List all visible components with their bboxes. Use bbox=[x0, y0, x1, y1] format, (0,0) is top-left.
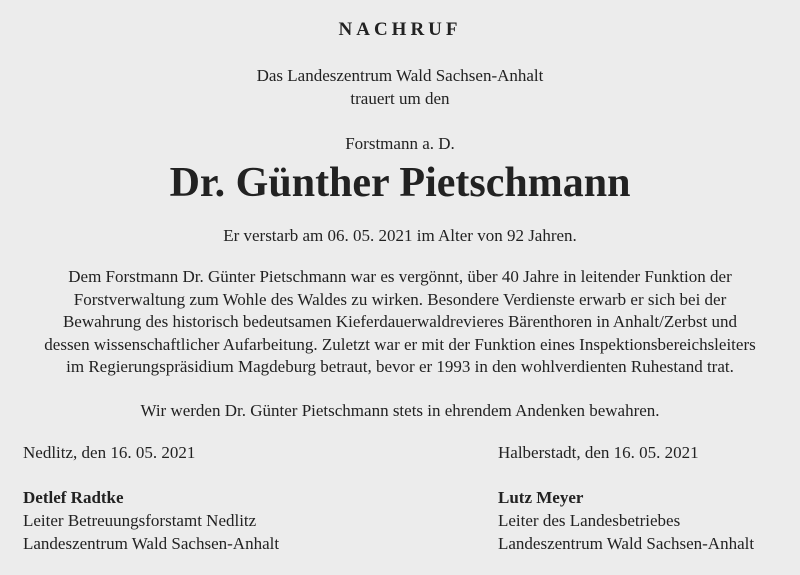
tribute-line: dessen wissenschaftlicher Aufarbeitung. Zuletzt war er mit der Funktion eines Inspektionsbereichsleiters bbox=[44, 334, 756, 354]
tribute-line: im Regierungspräsidium Magdeburg betraut, bevor er 1993 in den wohlverdienten Ruhestand trat. bbox=[66, 357, 734, 376]
right-signer-block bbox=[498, 486, 754, 555]
death-statement: Er verstarb am 06. 05. 2021 im Alter von 92 Jahren. bbox=[223, 226, 577, 245]
memory-statement: Wir werden Dr. Günter Pietschmann stets in ehrendem Andenken bewahren. bbox=[140, 401, 660, 420]
tribute-line: Forstverwaltung zum Wohle des Waldes zu wirken. Besondere Verdienste erwarb er sich bei der bbox=[73, 289, 727, 309]
deceased-name: Dr. Günther Pietschmann bbox=[169, 160, 631, 206]
right-signer-organization: Landeszentrum Wald Sachsen-Anhalt bbox=[498, 534, 755, 553]
left-signer-name: Detlef Radtke bbox=[23, 488, 124, 507]
right-signer-name: Lutz Meyer bbox=[498, 488, 584, 507]
organization-line: Das Landeszentrum Wald Sachsen-Anhalt bbox=[256, 66, 544, 85]
mourns-line: trauert um den bbox=[350, 89, 450, 108]
tribute-line: Bewahrung des historisch bedeutsamen Kieferdauerwaldrevieres Bärenthoren in Anhalt/Zerbst und bbox=[62, 312, 738, 331]
notice-heading: NACHRUF bbox=[338, 19, 462, 40]
right-place-date: Halberstadt, den 16. 05. 2021 bbox=[498, 443, 699, 462]
left-signer-role: Leiter Betreuungsforstamt Nedlitz bbox=[23, 511, 257, 530]
left-signer-block bbox=[23, 486, 279, 555]
deceased-title: Forstmann a. D. bbox=[345, 134, 455, 153]
right-signer-role: Leiter des Landesbetriebes bbox=[498, 511, 681, 530]
tribute-paragraph bbox=[0, 266, 800, 379]
tribute-line: Dem Forstmann Dr. Günter Pietschmann war es vergönnt, über 40 Jahre in leitender Funktion der bbox=[68, 267, 732, 286]
left-place-date: Nedlitz, den 16. 05. 2021 bbox=[23, 443, 196, 462]
left-signer-organization: Landeszentrum Wald Sachsen-Anhalt bbox=[23, 534, 280, 553]
